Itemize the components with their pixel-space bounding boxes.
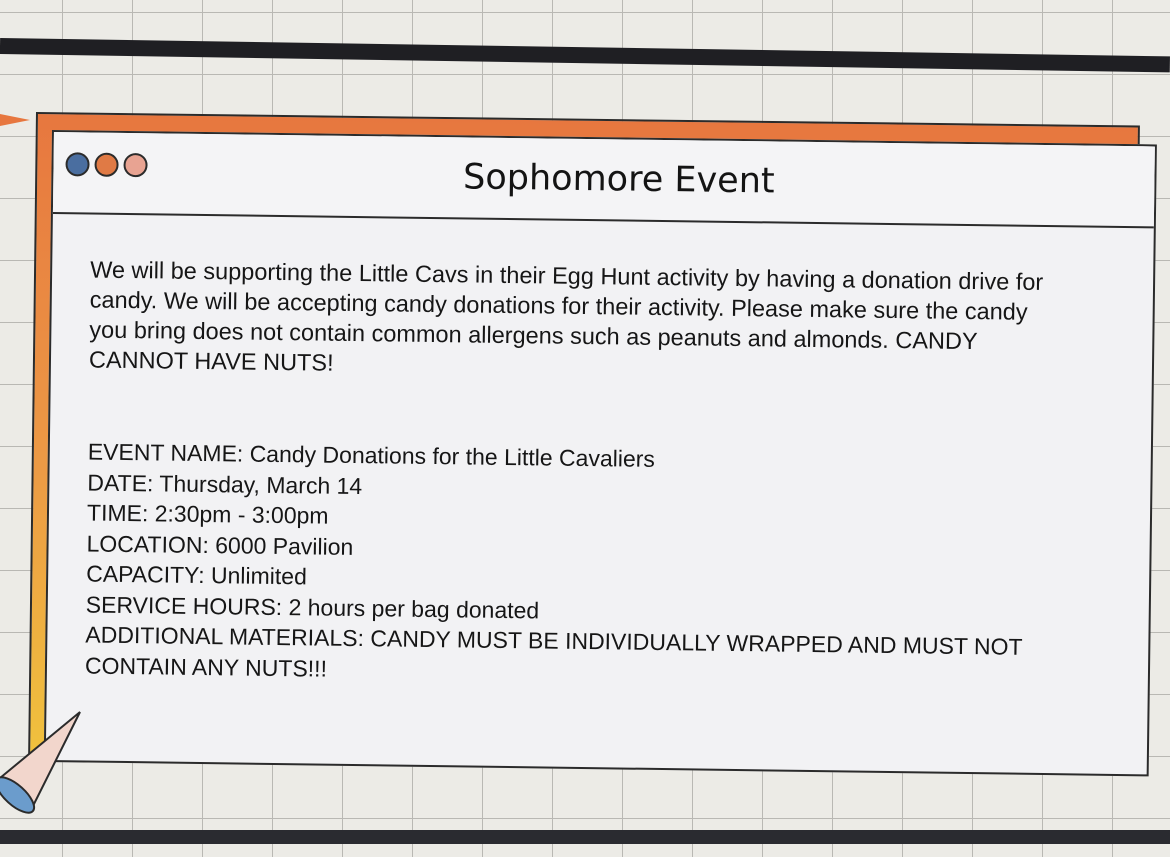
- event-description: We will be supporting the Little Cavs in their Egg Hunt activity by having a donation drive for candy. We will be accepting candy donations for their activity. Please make sure the candy you bring does not contain common allergens such as peanuts and almonds. CANDY CANNOT HAVE NUTS!: [88, 256, 1044, 376]
- window-title-bar: [53, 132, 1155, 228]
- top-dark-bar: [0, 38, 1170, 72]
- detail-additional-materials: ADDITIONAL MATERIALS: CANDY MUST BE INDIVIDUALLY WRAPPED AND MUST NOT CONTAIN ANY NUTS!!!: [84, 621, 1023, 682]
- orange-arrow-decoration: [0, 114, 30, 126]
- window-title: Sophomore Event: [462, 157, 775, 202]
- detail-event-name: EVENT NAME: Candy Donations for the Little Cavaliers: [87, 438, 656, 472]
- detail-location: LOCATION: 6000 Pavilion: [86, 529, 354, 560]
- bottom-dark-bar: [0, 830, 1170, 844]
- detail-service-hours: SERVICE HOURS: 2 hours per bag donated: [85, 590, 540, 623]
- event-window: [44, 130, 1157, 776]
- event-details-list: [85, 436, 1068, 693]
- cone-icon: [0, 700, 100, 840]
- window-content: [47, 214, 1154, 694]
- detail-capacity: CAPACITY: Unlimited: [86, 560, 308, 590]
- detail-date: DATE: Thursday, March 14: [87, 468, 363, 499]
- detail-time: TIME: 2:30pm - 3:00pm: [86, 499, 329, 529]
- party-cone-decoration: [0, 700, 100, 840]
